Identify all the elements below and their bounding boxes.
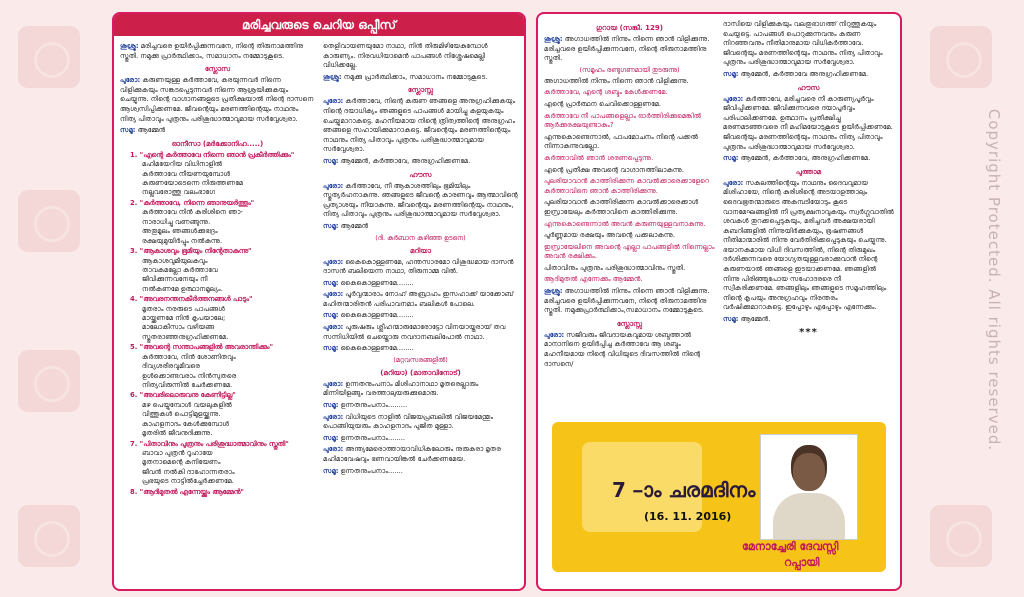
psalm-line: കർത്താവേ, എന്റെ ശബ്ദം കേൾക്കണമേ. — [544, 88, 668, 97]
prayer-block: സമൂ: ഉന്നതനുംപനാം........ — [323, 433, 406, 442]
psalm-line: കർത്താവേ നീ പാപങ്ങളെല്ലാം ഓർത്തിരിക്കുമെങ്കിൽ ആർക്കുരക്ഷയുണ്ടാകും? — [544, 111, 702, 130]
prayer-block: സമൂ: ആമ്മേൻ — [120, 126, 166, 135]
right-page — [536, 12, 902, 591]
psalm-line: ആദിമുതൽ എന്നേക്കും ആമ്മേൻ. — [544, 275, 643, 284]
end-stars: *** — [799, 326, 818, 338]
prayer-block: സമൂ: കൈകൊള്ളണമേ........ — [323, 344, 414, 353]
psalm-line: എന്റെ പ്രാർത്ഥന ചെവിക്കൊള്ളണമേ. — [544, 99, 662, 108]
background-logo — [18, 190, 80, 252]
psalm-line: പൂർണ്ണമായ രക്ഷയും അവന്റെ പക്കലാകുന്നു. — [544, 231, 675, 240]
left-page — [112, 12, 526, 591]
background-logo — [18, 350, 80, 412]
psalm-line: എന്നുകൊണ്ടെന്നാൽ, പാപമോചനം നിന്റെ പക്കൽ നിന്നാകുന്നുവല്ലോ. — [544, 132, 699, 151]
prayer-block: സമൂ: ആമ്മേൻ. — [723, 315, 771, 324]
copyright-watermark: Copyright Protected. All rights reserved. — [985, 108, 1003, 452]
prayer-block: സമൂ: ആമ്മേൻ, കർത്താവേ, അനുഗ്രഹിക്കണമേ. — [323, 156, 471, 165]
prayer-block: പുരോ: വിധിയുടെ നാളിൽ വിജയപ്രബലിൽ വിജയമേന്തും പൊങ്ങിയുയരും കാഹളനാദം പുജിത മുള്ളാ. — [323, 412, 494, 431]
hymn-verse: 7. "പിതാവിനും പുത്രനും പരിശുദ്ധാത്മാവിനും സ്തുതി" ബാവാ പുത്രൻ റൂഹായേ മൃതനാമെന്റെ കനിയേണം ജീവൻ നൽകി ദാഹോന്നതരാം പ്രഭയുടെ നാട്ടിൽച്ചേർക്കണമേ. — [130, 439, 289, 486]
hymn-verse: 5. "അവന്റെ സന്താപങ്ങളിൽ അവരാന്തിക്കും" കർത്താവേ, നിൻ ശോണിതവും ദിവ്യശരീരവുമീവരെ ഉൾക്കൊണ്ടവരാം നിൻസുതരെ നിത്യവിരുന്നിൽ ചേർക്കണമേ. — [130, 343, 273, 389]
prayer-block: പുരോ: അന്ത്യമേരൊത്തായാവിധികലോരും നുരുകരാ മൃതര മഹിമാവേഷവും ഭണവായിങ്കൽ ചേർക്കണമേയ. — [323, 445, 501, 463]
left-column-2 — [323, 42, 518, 583]
memorial-title: 7 –ാം ചരമദിനം — [612, 478, 756, 502]
right-column-1 — [544, 20, 715, 400]
psalm-line: പിതാവിനും പുത്രനും പരിശുദ്ധാത്മാവിനും സ്തുതി. — [544, 263, 686, 272]
psalm-line: എന്റെ പ്രതീക്ഷ അവന്റെ വാഗ്ദാനത്തിലാകുന്നു. — [544, 165, 685, 174]
hymn-verse: 8. "ആദിമുതൽ എന്നേയ്ക്കും ആമ്മേൻ" — [130, 487, 244, 496]
prayer-block: പുരോ: പൂർവ്വന്മാരാം നോഹ് അബ്രാഹം ഇസഹാക്ക് യാക്കോബ് മഹിതന്മാരിതൻ പരിപാവനമാം ബലികൾ പോലെ. — [323, 290, 514, 308]
hymn-verse: 4. "അവരനന്തനകീർത്തനങ്ങൾ പാടും" മൃതരാം നരരുടെ പാപങ്ങൾ മായ്ക്കണമേ നിൻ കൃപയാലേ; മാലോകീസാം വഴിയങ്ങ സ്തുതരാഞ്ഞനുഗ്രഹിക്കണമേ. — [130, 295, 253, 341]
prayer-block: ശുശ്രൂ: അഗാധത്തിൽ നിന്നും നിന്നെ ഞാൻ വിളിക്കുന്നു. മരിച്ചവരെ ഉയിർപ്പിക്കുന്നവനേ, നിന്റെ തിരുനാമത്തിനു സ്തുതി. നമുക്കുപ്രാർത്ഥിക്കാം,സമാധാനം നമ്മോടുകൂടെ. — [544, 287, 710, 315]
background-logo — [930, 505, 992, 567]
psalm-line: പുലരിയാവാൻ കാത്തിരിക്കുന്ന കാവൽക്കാരെക്കാൾ ഇസ്രായേലും കർത്താവിനെ കാത്തിരിക്കുന്നു. — [544, 198, 699, 216]
prayer-block: ശുശ്രൂ: മരിച്ചവരെ ഉയിർപ്പിക്കുന്നവനേ, നിന്റെ തിരുനാമത്തിനു സ്തുതി. നമുക്കു പ്രാർത്ഥിക്കാം, സമാധാനം നമ്മോടുകൂടെ. — [120, 42, 304, 60]
prayer-block: പുരോ: കരുണയുള്ള കർത്താവേ, കരയുന്നവർ നിന്നെ വിളിക്കുകയും സങ്കടപ്പെടുന്നവർ നിന്നെ ആശ്രയിക്കുകയും ചെയ്യുന്നു. നിന്റെ വാഗ്ദാനങ്ങളുടെ പ്രതീക്ഷയാൽ നിന്റെ ദാസനെ ആശ്വസിപ്പിക്കണമേ. ജീവന്റെയും മരണത്തിന്റെയും നാഥനും നിത്യ പിതാവും പുത്രനും പരിശുദ്ധാത്മാവുമായ സർവ്വേശ്വരാ. — [120, 76, 314, 123]
memorial-date: (16. 11. 2016) — [644, 510, 732, 523]
prayer-block: പുരോ: സകലത്തിന്റെയും നാഥനും ദൈവവുമായ മിശിഹായേ, നിന്റെ കുരിശിന്റെ അടയാളത്താലും ദൈവഭൂതന്മാരുടെ അകമ്പടിയോടും കൂടെ വാനമേഘങ്ങളിൽ നീ പ്രത്യക്ഷനാവുകയും സ്വർഗ്ഗവാതിൽ ശവകൾ തുറക്കപ്പെടുകയും, മരിച്ചവർ അക്ഷയരായി കബറിങ്ങളിൽ നിന്നുയിർക്കുകയും, ഭൂഷണങ്ങൾ നീതിമാന്മാരിൽ നിന്നു വേർതിരിക്കപ്പെടുകയും ചെയ്യുന്നു. ഭയാനകമായ വിധി ദിവസത്തിൽ, നിന്റെ തിരുമുഖം ദർശിക്കുന്നവരെ യോഗ്യതയുള്ളവരാക്കുവാൻ നിന്റെ കരുണയാൽ ഞങ്ങളെ ഇടയാക്കണമേ. ഞങ്ങളിൽ നിന്നു പിരിഞ്ഞുപോയ സഹോദരരെ നീ സ്വീകരിക്കണമേ. ഞങ്ങളിലും ഞങ്ങളുടെ സമൂഹത്തിലും നിന്റെ കൃപയും അനുഗ്രഹവും നിരന്തരം വർഷിക്കുമാറാകട്ടെ. ഇപ്പോഴും എപ്പോഴും എന്നേക്കും. — [723, 178, 894, 312]
prayer-block: സമൂ: ആമ്മേൻ — [323, 221, 369, 230]
background-logo — [930, 26, 992, 88]
prayer-block: സമൂ: ആമ്മേൻ, കർത്താവേ, അനുഗ്രഹിക്കണമേ. — [723, 154, 871, 163]
prayer-block: സമൂ: ഉന്നതനുംപനാം......... — [323, 401, 408, 410]
section-heading: ഓനീസാ (മർക്കോനിഹ.....) — [171, 139, 264, 148]
prayer-block: ശുശ്രൂ: അഗാധത്തിൽ നിന്നും നിന്നെ ഞാൻ വിളിക്കുന്നു. മരിച്ചവരെ ഉയിർപ്പിക്കുന്നവനേ, നിന്റെ തിരുനാമത്തിനു സ്തുതി. — [544, 35, 710, 63]
psalm-line: അഗാധത്തിൽ നിന്നും നിന്നെ ഞാൻ വിളിക്കുന്നു. — [544, 76, 689, 85]
prayer-block: പുരോ: ഉന്നതനുംപനാം മിശിഹാനാഥാ മൃതരെല്ലാരും മിന്നിയിളങ്ങും വരത്താലുയരുക്കുമൊരു. — [323, 379, 479, 398]
psalm-line: പുലരിയാവാൻ കാത്തിരിക്കുന്ന കാവൽക്കാരെക്കാളേറെ കർത്താവിനെ ഞാൻ കാത്തിരിക്കുന്നു. — [544, 177, 710, 195]
section-heading: സ്ലോസ — [204, 65, 231, 74]
section-heading: സ്ലോസ്സ — [616, 319, 643, 328]
hymn-verse: 3. "ആകാശവും ഭൂമിയും നിന്റേതാകുന്നു" ആകാശവുമീയുലകവും താവകമല്ലോ കർത്താവേ ജീവിക്കുന്നവനേയും നീ നൽകണമേ ഉത്ഥാനമൂല്യം. — [130, 247, 252, 293]
prayer-block: പുരോ: സജീവരും ജീവദായകവുമായ ശബ്ദത്താൽ മാനാനിനെ ഉയിർപ്പിച്ച കർത്താവേ ആ ശബ്ദം മഹനീയമായ നിന്റെ വിധിയുടെ ദിവസത്തിൽ നിന്റെ ദാസനെ/ — [544, 330, 701, 368]
person-surname: റപ്പായി — [784, 556, 820, 569]
portrait-photo — [760, 434, 858, 540]
section-heading: ഹൗസ — [409, 170, 432, 179]
section-heading: ഗുറായ (സങ്കീ. 129) — [596, 24, 663, 32]
rubric-note: (മറ്റവസരങ്ങളിൽ) — [393, 355, 448, 364]
rubric-note: (സമൂഹം രണ്ടുഗണമായി തുടരുന്നു) — [579, 65, 680, 74]
prayer-block: സമൂ: കൈകൊള്ളണമേ........ — [323, 311, 414, 320]
prayer-text: ദാസിയെ വിളിക്കുകയും വലതുഭാഗത്ത് നിറുത്തുകയും ചെയ്യട്ടെ. പാപങ്ങൾ പൊറുക്കുന്നവനും കരുണ നിറഞ്ഞവനും നീതിമാനുമായ വിധികർത്താവേ. ജീവന്റെയും മരണത്തിന്റെയും നാഥനും നിത്യ പിതാവും പുത്രനും പരിശുദ്ധാത്മാവുമായ സർവ്വേശ്വരാ. — [723, 20, 883, 67]
prayer-block: പുരോ: കർത്താവേ, നിന്റെ കരുണ ഞങ്ങളെ അനുഗ്രഹിക്കുകയും നിന്റെ ദയാധിക്യം ഞങ്ങളുടെ പാപങ്ങൾ മായിച്ചു കളയുകയും ചെയ്യുമാറാകട്ടെ. മഹനീയമായ നിന്റെ ത്രിത്വത്തിന്റെ അനുഗ്രഹം ഞങ്ങളെ സഹായിക്കുമാറാകട്ടെ. ജീവന്റെയും മരണത്തിന്റെയും നാഥനും നിത്യ പിതാവും പുത്രനും പരിശുദ്ധാത്മാവുമായ സർവ്വേശ്വരാ. — [323, 97, 516, 154]
hymn-verse: 6. "അവരിലൊരുവനു കേണിട്ടില്ല" മഴ പെയ്യുമ്പോൾ വയലുകളിൽ വിത്തുകൾ പൊട്ടിമുളയ്ക്കുന്നു. കാഹളനാദം കേൾക്കുമ്പോൾ മൃതരിൽ ജീവനുദിക്കുന്നു. — [130, 391, 236, 438]
background-logo — [18, 26, 80, 88]
rubric-note: (ദി. കുർബാന കഴിഞ്ഞ ഉടനെ) — [375, 233, 466, 242]
hymn-verse: 1. "എന്റെ കർത്താവേ നിന്നെ ഞാൻ പ്രകീർത്തിക്കും" മഹിമയേറിയ വിധിനാളിൽ കർത്താവേ നീയണയുമ്പോൾ കരുണയോടെന്നെ നിരുത്തണമേ നല്ലവരോത്തു വലംഭാഗേ — [130, 150, 295, 197]
prayer-block: സമൂ: കൈകൊള്ളണമേ........ — [323, 278, 414, 287]
section-heading: ഹൗസ — [797, 83, 820, 92]
prayer-block: പുരോ: പുരുഷരും ശ്ലീഹന്മാരുമോരോട്ടോ വിനയായ്തരായ് തവ സന്നിധിയിൽ ചെയ്തൊരു നവദാനബലിപോൽ നാഥാ. — [323, 323, 506, 341]
prayer-block: പുരോ: കർത്താവേ, മരിച്ചവരെ നീ കാരുണ്യപൂർവ്വം ജീവിപ്പിക്കണമേ. ജീവിക്കുന്നവരെ ദയാപൂർവ്വം പരിപാലിക്കണമേ. ഉത്ഥാനം പ്രതീക്ഷിച്ചു മരണമടഞ്ഞവരെ നീ മഹിമയോടുകൂടെ ഉയിർപ്പിക്കണമേ. ജീവന്റെയും മരണത്തിന്റെയും നാഥനും നിത്യ പിതാവും പുത്രനും പരിശുദ്ധാത്മാവുമായ സർവ്വേശ്വരാ. — [723, 94, 893, 151]
section-heading: (മറിയാ) (മാതാവിനോട്) — [380, 368, 461, 377]
left-column-1 — [120, 42, 315, 583]
background-logo — [18, 505, 80, 567]
page-title: മരിച്ചവരുടെ ചെറിയ ഒപ്പീസ് — [114, 14, 524, 36]
prayer-block: ശുശ്രൂ: നമുക്കു പ്രാർത്ഥിക്കാം, സമാധാനം നമ്മോടുകൂടെ. — [323, 72, 488, 81]
section-heading: പുത്താമ — [795, 167, 822, 176]
prayer-block: പുരോ: കൈകൊള്ളണമേ, ഹന്തസാരമോ വിശുദ്ധമായ ദാസൻ ദാസൻ ബലിയെന്ന നാഥാ, തിരുനാമ്മ വിൽ. — [323, 257, 514, 276]
prayer-block: സമൂ: ആമ്മേൻ, കർത്താവേ അനുഗ്രഹിക്കണമേ. — [723, 69, 869, 78]
prayer-block: പുരോ: കർത്താവേ, നീ ആകാശത്തിലും ഭൂമിയിലും സ്തുത്യർഹനാകുന്നു. ഞങ്ങളുടെ ജീവന്റെ കാരണവും ആത്മാവിന്റെ പ്രത്യാശയും നീയാകുന്നു. ജീവന്റെയും മരണത്തിന്റെയും നാഥനും, നിത്യ പിതാവും പുത്രനും പരിശുദ്ധാത്മാവുമായ സർവ്വേശ്വരാ. — [323, 181, 518, 219]
hymn-text: തെളിവായണയുമോ നാഥാ, നിൻ തിരുമിഴിയേകുമ്പോൾ കാരുണ്യം. നിരവധിയാമെൻ പാപങ്ങൾ നിശ്ശേഷമെല്ലി വിധിക്കല്ലേ. — [323, 42, 488, 70]
psalm-line: കർത്താവിൽ ഞാൻ ശരണപ്പെടുന്നു. — [544, 153, 654, 162]
hymn-verse: 2. "കർത്താവേ, നിന്നെ ഞാനുയർത്തും" കർത്താവേ നിൻ കുരിശിനെ ഞാ- നാരാധിച്ചു വണങ്ങുന്നു. അതുമൂലം ഞങ്ങൾക്കുഭദ്രം രക്ഷയുമുയിർപ്പും നൽകുന്നു. — [130, 198, 255, 245]
psalm-line: ഇസ്രായേലിനെ അവന്റെ എല്ലാ പാപങ്ങളിൽ നിന്നെല്ലാം അവൻ രക്ഷിക്കും. — [544, 242, 715, 261]
person-name: മേനാച്ചേരി ദേവസ്സി — [742, 540, 839, 553]
section-heading: സ്ലോസ്സ — [407, 86, 434, 95]
section-heading: മറിയാ — [410, 246, 431, 255]
psalm-line: എന്നുകൊണ്ടെന്നാൽ അവൻ കരുണയുള്ളവനാകുന്നു. — [544, 219, 706, 228]
prayer-block: സമൂ: ഉന്നതനുംപനാം....... — [323, 466, 403, 475]
memorial-banner — [552, 422, 886, 572]
right-column-2 — [723, 20, 894, 400]
